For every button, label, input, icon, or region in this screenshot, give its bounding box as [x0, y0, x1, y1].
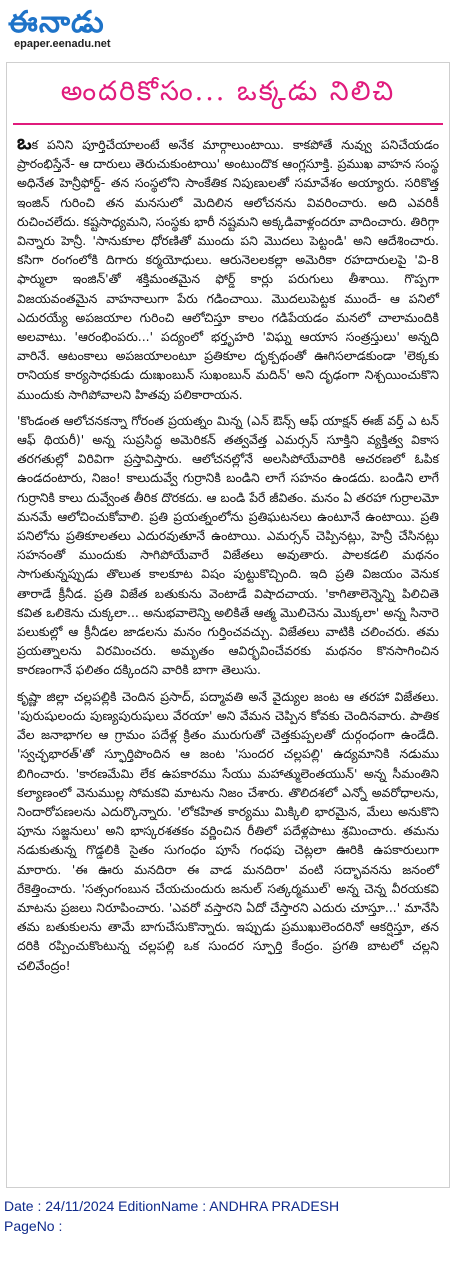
masthead [8, 6, 208, 58]
edition-footer [4, 1196, 452, 1236]
epaper-url: epaper.eenadu.net [14, 38, 111, 50]
article-paragraph-2: 'కొండంత ఆలోచనకన్నా గోరంత ప్రయత్నం మిన్న (ఎన్ ఔన్స్ ఆఫ్ యాక్షన్ ఈజ్ వర్త్ ఎ టన్ ఆఫ్ థియరీ)' అన్న సుప్రసిద్ధ అమెరికన్ తత్వవేత్త ఎమర్సన్ సూక్తిని వ్యక్తిత్వ వికాస తరగతుల్లో విరివిగా ప్రస్తావిస్తారు. ఆలోచనల్లోనే అలసిపోయేవారికి ఆచరణలో ఓపిక ఉండదంటారు, నిజం! కాలుదువ్వే గుర్రానికి బండిని లాగే సహనం ఉండదు. బండిని లాగే గుర్రానికి కాలు దువ్వేంత తీరిక దొరకదు. ఆ బండి పేరే జీవితం. మనం ఏ తరహా గుర్రాలమో మనమే ఆలోచించుకోవాలి. ప్రతి ప్రయత్నంలోను ప్రతిఘటనలు ఉంటూనే ఉంటాయి. ప్రతి పనిలోను ప్రతికూలతలు ఎదురవుతూనే ఉంటాయి. ఎమర్సన్ చెప్పినట్లు, హెన్రీ చేసినట్లు సహనంతో ముందుకు సాగిపోయేవారే విజేతలు అవుతారు. పాలకడలి మథనం సాగుతున్నప్పుడు తొలుత కాలకూట విషం పుట్టుకొచ్చింది. ఇది ప్రతి విజయం వెనుక తారాడే క్రీనీడ. ప్రతి విజేత బతుకును వెంటాడే విషాదచాయ. 'కాగితాలెన్నెన్ని పిలిచితె కవిత ఒలికెను చుక్కలా... అనుభవాలెన్ని అలికితే ఆత్మ మొలిచెను మొక్కలా' అన్న సినారె పలుకుల్లో ఆ క్రీనీడల జాడలను మనం గుర్తించవచ్చు. విజేతలు వాటికి చలించరు. తమ ప్రయత్నాలను విరమించరు. అమృతం ఆవిర్భవించేవరకు మథనం కొనసాగించిన కారణంగానే ఫలితం దక్కిందని వారికి బాగా తెలుసు. [17, 412, 439, 678]
article-paragraph-3: కృష్ణా జిల్లా చల్లపల్లికి చెందిన ప్రసాద్, పద్మావతి అనే వైద్యుల జంట ఆ తరహా విజేతలు. 'పురుషులందు పుణ్యపురుషులు వేరయా' అని వేమన చెప్పిన కోవకు చెందినవారు. పాతిక వేల జనాభాగల ఆ గ్రామం పదేళ్ల క్రితం మురుగుతో చెత్తకుప్పలతో దుర్గంధంగా ఉండేది. 'స్వచ్ఛభారత్'తో స్ఫూర్తిపొందిన ఆ జంట 'సుందర చల్లపల్లి' ఉద్యమానికి నడుము బిగించారు. 'కారణమేమి లేక ఉపకారము సేయు మహాత్ములెంతయున్' అన్న సీమంతిని కల్యాణంలో వెనుముల్ల సోమకవి మాటను నిజం చేశారు. తొలిదశలో ఎన్నో అవరోధాలను, నిందారోపణలను ఎదుర్కొన్నారు. 'లోకహిత కార్యము మిక్కిలి భారమైన, మేలు అనుకొని పూను సజ్జనులు' అని భాస్కరశతకం వర్ణించిన రీతిలో పదేళ్లపాటు శ్రమించారు. తమను నడుకుతున్న గొడ్డలికి సైతం సుగంధం పూసే గంధపు చెట్లలా ఊరికి ఉపకారులుగా మారారు. 'ఈ ఊరు మనదిరా ఈ వాడ మనదిరా' వంటి సద్భావనను జనంలో రేకెత్తించారు. 'సత్సంగంబున చేయచుందురు జనుల్ సత్కర్మముల్' అన్న చెన్న వీరయకవి మాటను ప్రజలు నిరూపించారు. 'ఎవరో వస్తారని ఏదో చేస్తారని ఎదురు చూస్తూ...' మానేసి తమ బతుకులను తామే బాగుచేసుకొన్నారు. ఇప్పుడు ప్రముఖులెందరినో ఆకర్షిస్తూ, తన దరికి రప్పించుకొంటున్న చల్లపల్లి ఒక సుందర స్ఫూర్తి కేంద్రం. ప్రగతి బాటలో చల్లని చలివేంద్రం! [17, 688, 439, 973]
eenadu-logo: ఈనాడు [8, 5, 105, 40]
article-body [7, 125, 449, 975]
edition-date-line: Date : 24/11/2024 EditionName : ANDHRA PRADESH [4, 1198, 340, 1214]
article-clipping [6, 62, 450, 1188]
article-headline: అందరికోసం... ఒక్కడు నిలిచి [13, 67, 443, 125]
page-number-line: PageNo : [4, 1218, 63, 1234]
article-paragraph-1: ఒక పనిని పూర్తిచేయాలంటే అనేక మార్గాలుంటాయి. కాకపోతే నువ్వు పనిచేయడం ప్రారంభిస్తేనే- ఆ దారులు తెరుచుకుంటాయి' అంటుందొక ఆంగ్లసూక్తి. ప్రముఖ వాహన సంస్థ అధినేత హెన్రీఫోర్డ్- తన సంస్థలోని సాంకేతిక నిపుణులతో సమావేశం అయ్యారు. సరికొత్త ఇంజిన్ గురించి తన మనసులో మెదిలిన ఆలోచనను వివరించారు. అది ఎవరికీ రుచించలేదు. కష్టసాధ్యమని, సంస్థకు భారీ నష్టమని అక్కడివాళ్లందరూ వాదించారు. తిరిగ్గా విన్నారు హెన్రీ. 'సానుకూల ధోరణితో ముందు పని మొదలు పెట్టండి' అని ఆదేశించారు. కసిగా రంగంలోకి దిగారు కర్మయోధులు. ఆరునెలలకల్లా అమెరికా రహదారులపై 'వి-8 ఫార్ములా ఇంజిన్'తో శక్తిమంతమైన ఫోర్డ్ కార్లు పరుగులు తీశాయి. గొప్పగా విజయవంతమైన వాహనాలుగా పేరు గడించాయి. మొదలుపెట్టక ముందే- ఆ పనిలో ఎదురయ్యే అపజయాల గురించి ఆలోచిస్తూ కాలం గడిపేయడం మనలో చాలామందికి అలవాటు. 'ఆరంభింపరు...' పద్యంలో భర్తృహరి 'విఘ్న ఆయాస సంత్రస్తులు' అన్నది వారినే. ఆటంకాలు అపజయాలంటూ ప్రతికూల దృక్పథంతో ఊగిసలాడకుండా 'లెక్కకు రానియక కార్యసాధకుడు దుఃఖంబున్ సుఖంబున్ మదిన్' అని దృఢంగా నిశ్చయించుకొని ముందుకు సాగిపోవాలని హితవు పలికారాయన. [17, 130, 439, 402]
